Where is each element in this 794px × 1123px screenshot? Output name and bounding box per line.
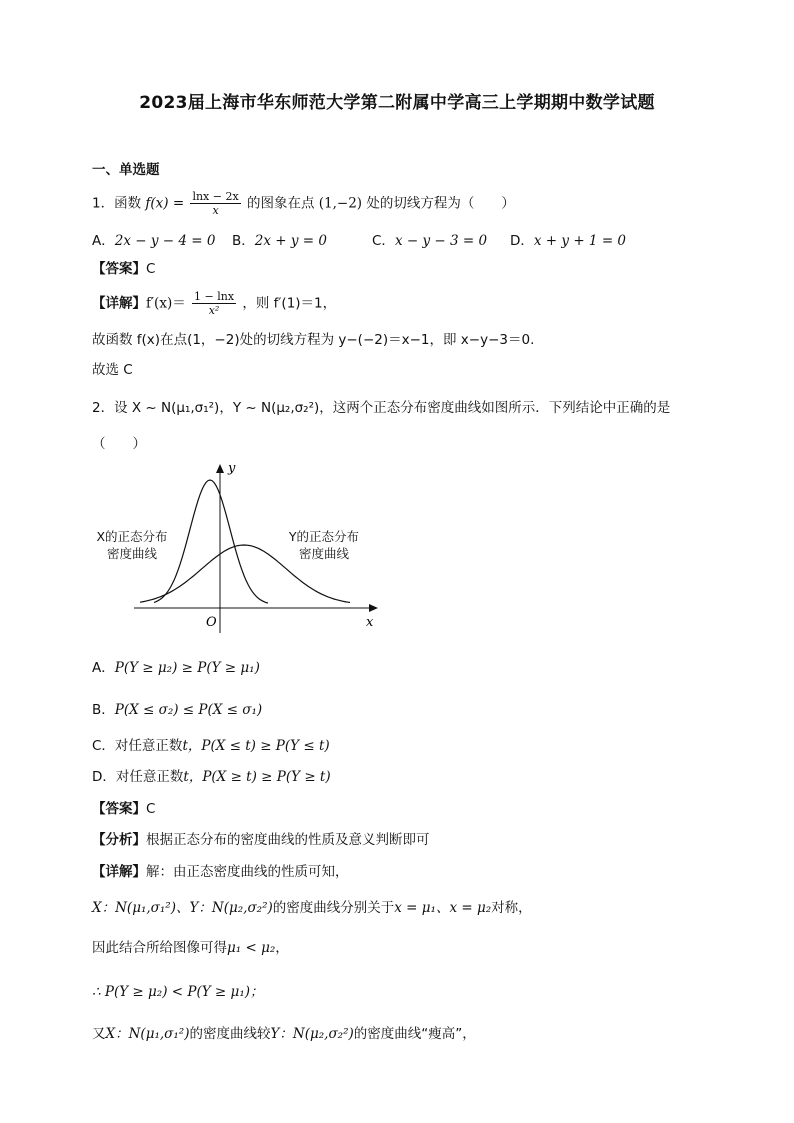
q1-stem xyxy=(92,190,515,217)
q2-option-d xyxy=(92,767,331,787)
q2-analysis-text: 根据正态分布的密度曲线的性质及意义判断即可 xyxy=(146,832,430,848)
x-curve-label xyxy=(92,528,172,562)
q1-detail-fraction-numerator: 1 − lnx xyxy=(194,290,235,303)
q1-detail-fraction-denominator: x² xyxy=(208,304,220,317)
q1-detail-tag: 【详解】 xyxy=(92,295,146,312)
y-curve-label-line1: Y的正态分布 xyxy=(288,529,360,544)
q1-stem-mid: 的图象在点 xyxy=(246,195,315,212)
q1-fraction-numerator: lnx − 2x xyxy=(192,190,239,203)
q2-detail-2-sym: x = μ₁、x = μ₂ xyxy=(394,900,492,916)
q2-detail-5-prefix: 又 xyxy=(92,1026,106,1042)
q1-fraction-denominator: x xyxy=(212,204,219,217)
q1-detail-fraction xyxy=(192,290,236,317)
q1-answer xyxy=(92,259,155,279)
q2-detail-2 xyxy=(92,898,532,918)
x-axis-label: x xyxy=(366,615,374,630)
q2-detail-2-expr: X：N(μ₁,σ₁²)、Y：N(μ₂,σ₂²) xyxy=(92,900,273,916)
q2-option-a xyxy=(92,658,260,678)
q2-option-b-label: B． xyxy=(92,702,115,718)
origin-label: O xyxy=(206,615,217,630)
q1-answer-value: C xyxy=(146,261,156,277)
q2-analysis xyxy=(92,830,430,850)
q2-detail-5 xyxy=(92,1024,476,1044)
q2-detail-5-mid: 的密度曲线较 xyxy=(189,1026,271,1042)
q1-option-b-expr: 2x + y = 0 xyxy=(254,233,327,249)
q2-option-b xyxy=(92,700,262,720)
x-curve-label-line2: 密度曲线 xyxy=(106,546,157,561)
y-axis-arrow xyxy=(216,464,224,473)
normal-distribution-figure xyxy=(92,458,392,642)
q2-detail-1 xyxy=(92,862,349,882)
q1-detail-derivative: f′(x)＝ xyxy=(146,295,186,312)
q1-option-c xyxy=(372,229,487,249)
y-curve-label xyxy=(274,528,374,562)
q2-stem: 2．设 X ~ N(μ₁,σ₁²)，Y ~ N(μ₂,σ₂²)，这两个正态分布密度曲线如图所示．下列结论中正确的是 xyxy=(92,400,671,416)
q2-option-d-label: D．对任意正数 xyxy=(92,769,184,785)
q2-detail-3-suffix: ， xyxy=(275,940,289,956)
q1-option-b xyxy=(232,229,327,249)
x-curve-label-line1: X的正态分布 xyxy=(96,529,168,544)
q2-detail-tag: 【详解】 xyxy=(92,864,146,880)
q1-detail-1 xyxy=(92,290,336,317)
q2-detail-1-text: 解：由正态密度曲线的性质可知， xyxy=(146,864,349,880)
q1-option-c-expr: x − y − 3 = 0 xyxy=(394,233,488,249)
q2-option-c-label: C．对任意正数 xyxy=(92,738,183,754)
q1-detail-2: 故函数 f(x)在点(1，−2)处的切线方程为 y−(−2)＝x−1，即 x−y−3＝0. xyxy=(92,332,535,348)
q2-detail-3-prefix: 因此结合所给图像可得 xyxy=(92,940,227,956)
q1-option-d xyxy=(510,229,626,249)
y-curve-label-line2: 密度曲线 xyxy=(298,546,349,561)
q1-option-b-label: B． xyxy=(232,233,255,249)
q2-detail-5-suffix: 的密度曲线“瘦高”， xyxy=(353,1026,476,1042)
q2-detail-3 xyxy=(92,938,289,958)
q1-detail-3: 故选 C xyxy=(92,362,133,378)
x-axis-arrow xyxy=(369,604,378,612)
q2-detail-2-suffix: 对称， xyxy=(491,900,532,916)
page-title: 2023届上海市华东师范大学第二附属中学高三上学期期中数学试题 xyxy=(139,93,655,113)
q1-option-a-label: A． xyxy=(92,233,115,249)
q2-detail-2-mid: 的密度曲线分别关于 xyxy=(272,900,395,916)
q2-option-c xyxy=(92,736,330,756)
q1-function: f(x) = xyxy=(145,195,185,212)
q2-answer-value: C xyxy=(146,801,156,817)
q1-stem-suffix: 处的切线方程为（ ） xyxy=(366,195,515,212)
q1-stem-prefix: 1．函数 xyxy=(92,195,142,212)
q2-detail-4: ∴ P(Y ≥ μ₂) < P(Y ≥ μ₁)； xyxy=(92,984,264,1000)
q1-option-a xyxy=(92,229,215,249)
q1-option-d-label: D． xyxy=(510,233,534,249)
q2-answer xyxy=(92,799,155,819)
q1-point: (1,−2) xyxy=(318,195,363,212)
q1-option-c-label: C． xyxy=(372,233,395,249)
q2-answer-tag: 【答案】 xyxy=(92,801,146,817)
q2-option-c-expr: t，P(X ≤ t) ≥ P(Y ≤ t) xyxy=(182,738,330,754)
q1-fraction xyxy=(190,190,240,217)
q2-option-a-expr: P(Y ≥ μ₂) ≥ P(Y ≥ μ₁) xyxy=(114,660,260,676)
q2-stem-paren: （ ） xyxy=(92,436,146,452)
q2-analysis-tag: 【分析】 xyxy=(92,832,146,848)
q1-answer-tag: 【答案】 xyxy=(92,261,146,277)
q1-option-d-expr: x + y + 1 = 0 xyxy=(533,233,627,249)
q2-detail-5-y: Y：N(μ₂,σ₂²) xyxy=(270,1026,354,1042)
y-axis-label: y xyxy=(228,461,236,476)
q2-detail-5-x: X：N(μ₁,σ₁²) xyxy=(105,1026,190,1042)
q1-detail-suffix: ，则 f′(1)＝1， xyxy=(242,295,337,312)
q2-detail-3-expr: μ₁ < μ₂ xyxy=(227,940,276,956)
q2-option-b-expr: P(X ≤ σ₂) ≤ P(X ≤ σ₁) xyxy=(114,702,263,718)
q1-option-a-expr: 2x − y − 4 = 0 xyxy=(114,233,216,249)
q2-option-d-expr: t，P(X ≥ t) ≥ P(Y ≥ t) xyxy=(183,769,331,785)
q2-option-a-label: A． xyxy=(92,660,115,676)
section-heading: 一、单选题 xyxy=(92,162,160,178)
